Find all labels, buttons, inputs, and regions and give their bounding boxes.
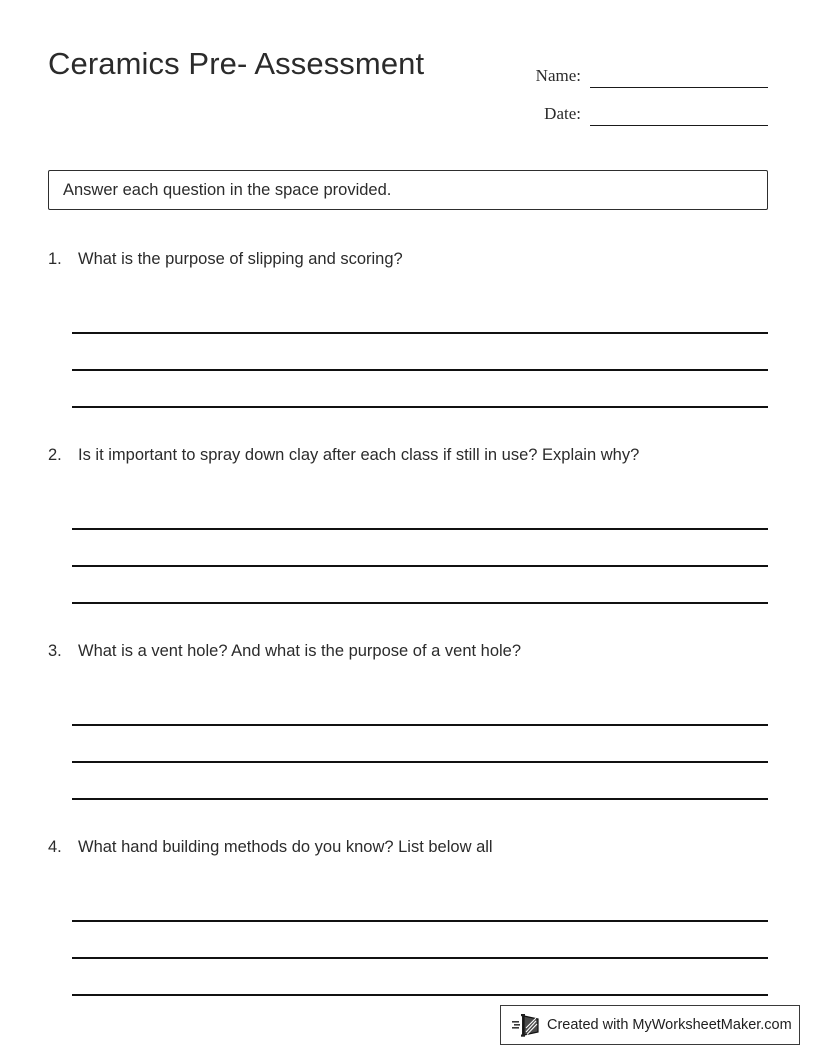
worksheet-header <box>48 44 768 124</box>
question-text: What is a vent hole? And what is the purpose of a vent hole? <box>78 642 522 660</box>
question-row <box>48 640 768 664</box>
question-block <box>48 248 768 408</box>
name-field-input[interactable] <box>590 65 768 88</box>
question-text: What is the purpose of slipping and scoring? <box>78 250 403 268</box>
answer-line[interactable] <box>72 530 768 567</box>
date-field-label: Date: <box>544 104 581 123</box>
page-title: Ceramics Pre- Assessment <box>48 46 425 81</box>
answer-line[interactable] <box>72 896 768 922</box>
question-number: 3. <box>48 642 62 660</box>
name-field-label: Name: <box>535 66 581 85</box>
answer-line[interactable] <box>72 567 768 604</box>
footer-attribution-text: Created with MyWorksheetMaker.com <box>547 1017 792 1033</box>
footer-attribution-badge[interactable] <box>500 1005 800 1045</box>
answer-line[interactable] <box>72 371 768 408</box>
answer-lines <box>48 308 768 408</box>
question-number: 2. <box>48 446 62 464</box>
question-block <box>48 640 768 800</box>
name-field-row <box>518 50 768 88</box>
question-row <box>48 836 768 860</box>
date-field-row <box>518 88 768 126</box>
answer-line[interactable] <box>72 700 768 726</box>
question-text: What hand building methods do you know? List below all <box>78 838 493 856</box>
questions-list <box>48 248 768 1032</box>
answer-line[interactable] <box>72 308 768 334</box>
student-info-block <box>518 50 768 126</box>
answer-line[interactable] <box>72 922 768 959</box>
answer-lines <box>48 896 768 996</box>
answer-line[interactable] <box>72 726 768 763</box>
question-number: 1. <box>48 250 62 268</box>
directions-text: Answer each question in the space provided. <box>63 181 392 199</box>
answer-lines <box>48 504 768 604</box>
date-field-input[interactable] <box>590 103 768 126</box>
answer-line[interactable] <box>72 334 768 371</box>
answer-line[interactable] <box>72 959 768 996</box>
question-block <box>48 444 768 604</box>
answer-lines <box>48 700 768 800</box>
question-text: Is it important to spray down clay after each class if still in use? Explain why? <box>78 446 640 464</box>
worksheet-maker-logo-icon <box>511 1012 545 1038</box>
question-row <box>48 248 768 272</box>
question-block <box>48 836 768 996</box>
answer-line[interactable] <box>72 763 768 800</box>
question-number: 4. <box>48 838 62 856</box>
answer-line[interactable] <box>72 504 768 530</box>
directions-box <box>48 170 768 210</box>
question-row <box>48 444 768 468</box>
